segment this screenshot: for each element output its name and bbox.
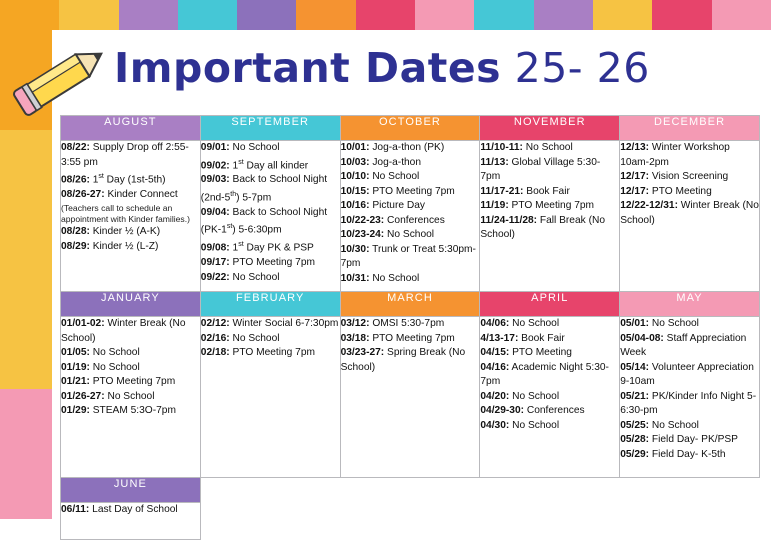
date-entry [61,188,200,203]
left-strip-band [0,130,52,260]
entry-date: 10/10: [340,171,370,182]
month-cell-december [620,141,760,292]
entry-date: 11/10-11: [480,142,523,153]
month-cell-march [340,317,480,478]
entry-text: Kinder ½ (A-K) [89,226,161,238]
entry-text: No School [89,347,140,358]
entry-text: Back to School Night (PK-1 [200,206,328,236]
month-cells-row [61,141,760,292]
date-entry [620,170,759,185]
entry-date: 01/01-02: [61,318,105,329]
date-entry [620,448,759,463]
entry-text: 1 [229,242,239,254]
date-entry [341,243,480,272]
entry-text: PTO Meeting [649,185,712,197]
top-strip-band [652,0,711,30]
entry-date: 09/08: [200,242,230,254]
entry-date: 03/18: [340,332,370,344]
date-entry [341,228,480,243]
entry-text: Winter Workshop 10am-2pm [620,142,730,168]
date-entry [61,361,200,376]
entry-text: No School [649,318,699,329]
entry-text-cont: Day PK & PSP [243,242,314,254]
entry-date: 09/04: [200,206,230,218]
top-strip-band [356,0,415,30]
entry-text: No School [369,272,420,284]
entry-text: STEAM 5:3O-7pm [89,405,176,416]
entry-date: 04/20: [480,390,510,402]
page-title [114,44,650,92]
entry-text: No School [509,390,560,402]
date-entry [480,214,619,243]
entry-text: Vision Screening [649,171,729,182]
entry-date: 11/24-11/28: [480,214,538,226]
top-color-strip [0,0,771,30]
entry-text: PTO Meeting 7pm [508,200,595,211]
entry-date: 01/21: [61,376,90,387]
top-strip-band [59,0,118,30]
entry-text: PTO Meeting 7pm [229,257,315,269]
entry-text: PTO Meeting 7pm [89,376,176,387]
blank-cell [340,503,480,540]
entry-date: 06/11: [61,504,90,515]
entry-text: PTO Meeting 7pm [369,185,455,197]
entry-text: Book Fair [523,185,570,197]
entry-date: 12/17: [620,185,650,197]
entry-text: Book Fair [518,332,565,344]
entry-date: 08/26-27: [61,188,105,200]
month-cell-april [480,317,620,478]
entry-text: No School [384,229,435,240]
month-header-january: JANUARY [61,292,201,317]
entry-date: 11/19: [480,200,509,211]
header-row-1 [61,116,760,141]
entry-date: 04/15: [480,347,510,358]
date-entry [341,156,480,171]
entry-text: Winter Break (No School) [620,200,759,226]
entry-text: Academic Night 5:30-7pm [480,361,609,387]
entry-text: No School [104,390,155,402]
month-header-june: JUNE [61,478,201,503]
date-entry [201,141,340,156]
blank-cell [480,503,620,540]
date-entry [201,238,340,256]
entry-text: Global Village 5:30-7pm [480,156,601,182]
date-entry [620,332,759,361]
entry-text-cont: ) 5-6:30pm [232,224,282,236]
entry-ordinal: th [230,190,237,198]
entry-date: 09/01: [200,142,230,153]
entry-date: 08/29: [61,240,90,252]
date-entry [620,361,759,390]
month-header-march: MARCH [340,292,480,317]
entry-date: 05/28: [620,434,650,445]
entry-date: 01/26-27: [61,390,105,402]
top-strip-band [178,0,237,30]
entry-text: OMSI 5:30-7pm [369,318,445,329]
entry-text: Trunk or Treat 5:30pm-7pm [340,243,476,269]
top-strip-band [474,0,533,30]
month-cell-october [340,141,480,292]
entry-date: 08/28: [61,226,90,238]
month-cells-row [61,317,760,478]
month-cells-row [61,503,760,540]
date-entry [480,390,619,405]
entry-text: Winter Break (No School) [61,318,186,344]
month-cell-february [200,317,340,478]
entry-ordinal: st [238,158,244,166]
entry-text-cont: Day (1st-5th) [103,174,166,186]
top-strip-band [119,0,178,30]
date-entry [61,240,200,255]
month-header-august: AUGUST [61,116,201,141]
date-entry [480,199,619,214]
pencil-icon [4,32,124,122]
content-panel [52,30,771,519]
date-entry [61,317,200,346]
important-dates-table [60,115,760,540]
entry-text: Volunteer Appreciation 9-10am [620,361,754,387]
month-header-october: OCTOBER [340,116,480,141]
date-entry [480,419,619,434]
entry-date: 10/31: [340,272,370,284]
entry-date: 12/22-12/31: [620,200,678,211]
entry-text: Spring Break (No School) [340,347,466,373]
entry-date: 05/01: [620,318,650,329]
entry-date: 01/05: [61,347,90,358]
entry-text: Conferences [524,405,585,416]
entry-text: Field Day- PK/PSP [649,434,738,445]
top-strip-band [296,0,355,30]
entry-date: 04/16: [480,361,510,373]
blank-header-cell [340,478,480,503]
entry-text: PTO Meeting 7pm [369,332,455,344]
entry-date: 11/17-21: [480,185,524,197]
date-entry [620,141,759,170]
entry-date: 10/01: [340,142,370,153]
date-entry [61,503,200,518]
blank-cell [620,503,760,540]
date-entry [620,199,759,228]
header-row-2 [61,292,760,317]
date-entry [61,346,200,361]
date-entry [61,170,200,188]
entry-date: 09/02: [200,159,230,171]
entry-ordinal: st [98,173,104,180]
entry-date: 09/22: [200,271,230,283]
entry-text: No School [89,361,140,373]
entry-text: PTO Meeting [509,347,572,358]
entry-text: Field Day- K-5th [649,448,726,460]
entry-text: Jog-a-thon (PK) [369,142,445,153]
date-entry [480,332,619,347]
entry-text: No School [229,271,280,283]
entry-date: 10/16: [340,200,370,211]
top-strip-band [415,0,474,30]
entry-date: 03/23-27: [340,347,385,358]
entry-text: PTO Meeting 7pm [229,347,315,358]
month-header-february: FEBRUARY [200,292,340,317]
page-title-bold2: t [252,44,273,92]
date-entry [341,346,480,375]
date-entry [480,317,619,332]
month-header-april: APRIL [480,292,620,317]
blank-header-cell [620,478,760,503]
date-entry [201,256,340,271]
entry-date: 10/22-23: [340,214,385,226]
entry-text: 1 [229,159,239,171]
date-entry [201,346,340,361]
left-strip-band [0,389,52,519]
entry-date: 05/14: [620,361,650,373]
entry-text: Picture Day [369,200,425,211]
entry-date: 09/17: [200,257,230,269]
entry-text: No School [509,318,560,329]
top-strip-band [237,0,296,30]
entry-date: 12/13: [620,142,650,153]
entry-date: 4/13-17: [480,332,519,344]
entry-date: 01/19: [61,361,90,373]
entry-text: PK/Kinder Info Night 5-6:30-pm [620,390,757,416]
entry-date: 11/13: [480,156,509,168]
entry-ordinal: st [226,223,233,231]
entry-text: No School [522,142,573,153]
date-entry [480,185,619,200]
entry-text: No School [649,419,699,431]
blank-header-cell [480,478,620,503]
date-entry [341,332,480,347]
date-entry [201,332,340,347]
date-entry [61,404,200,419]
date-entry [61,375,200,390]
entry-text-cont: ) 5-7pm [236,192,272,204]
month-cell-may [620,317,760,478]
month-cell-june [61,503,201,540]
entry-text: Last Day of School [89,504,178,515]
date-entry [480,404,619,419]
entry-text: Kinder Connect [104,188,178,200]
page-title-rest: ant Dates [272,44,502,92]
month-cell-january [61,317,201,478]
entry-text: Supply Drop off 2:55-3:55 pm [61,142,189,168]
date-entry [201,156,340,174]
date-entry [61,141,200,170]
month-header-september: SEPTEMBER [200,116,340,141]
date-entry [341,199,480,214]
entry-date: 10/30: [340,243,370,255]
page-title-bold: Impor [114,44,253,92]
entry-date: 05/04-08: [620,332,664,344]
date-entry [480,141,619,156]
date-entry [201,317,340,332]
date-entry [341,185,480,200]
date-entry [620,433,759,448]
entry-text: Kinder ½ (L-Z) [89,240,159,252]
date-entry [61,390,200,405]
top-strip-band [534,0,593,30]
date-entry [480,156,619,185]
entry-text: No School [369,171,420,182]
month-cell-september [200,141,340,292]
entry-text: Fall Break (No School) [480,214,605,240]
top-strip-band [712,0,771,30]
entry-date: 04/30: [480,419,510,431]
month-header-november: NOVEMBER [480,116,620,141]
entry-date: 04/29-30: [480,405,525,416]
entry-date: 10/23-24: [340,229,385,240]
date-entry [201,271,340,286]
date-entry [341,141,480,156]
month-header-may: MAY [620,292,760,317]
entry-text: Staff Appreciation Week [620,332,747,358]
date-entry [201,173,340,205]
entry-date: 04/06: [480,318,510,329]
entry-text: 1 [89,174,99,186]
date-entry [620,419,759,434]
date-entry [341,170,480,185]
entry-text: No School [509,419,560,431]
blank-header-cell [200,478,340,503]
entry-ordinal: st [238,241,244,249]
entry-date: 12/17: [620,171,650,182]
entry-date: 05/29: [620,448,650,460]
entry-date: 05/21: [620,390,650,402]
entry-date: 09/03: [200,174,230,186]
date-entry [620,390,759,419]
month-cell-november [480,141,620,292]
date-entry [480,361,619,390]
date-entry [480,346,619,361]
cell-note: (Teachers call to schedule an appointment with Kinder families.) [61,203,190,225]
date-entry [341,317,480,332]
entry-date: 01/29: [61,405,90,416]
entry-text: No School [229,332,280,344]
entry-text: Winter Social 6-7:30pm [229,318,339,329]
entry-date: 10/15: [340,185,370,197]
month-header-december: DECEMBER [620,116,760,141]
entry-text-cont: Day all kinder [243,159,309,171]
entry-text: Back to School Night (2nd-5 [200,174,328,204]
entry-date: 08/26: [61,174,90,186]
blank-cell [200,503,340,540]
date-entry [61,225,200,240]
entry-date: 02/12: [200,318,230,329]
date-entry [620,185,759,200]
entry-text: Jog-a-thon [369,156,422,168]
entry-date: 05/25: [620,419,650,431]
entry-date: 02/18: [200,347,230,358]
header-row-3 [61,478,760,503]
page-title-year: 25- 26 [514,44,650,92]
entry-text: Conferences [384,214,445,226]
date-entry [201,206,340,238]
date-entry [620,317,759,332]
entry-text: No School [229,142,280,153]
date-entry [341,214,480,229]
entry-date: 10/03: [340,156,370,168]
date-entry [341,272,480,287]
entry-date: 02/16: [200,332,230,344]
left-strip-band [0,260,52,390]
month-cell-august [61,141,201,292]
entry-date: 08/22: [61,142,90,153]
entry-date: 03/12: [340,318,370,329]
top-strip-band [593,0,652,30]
